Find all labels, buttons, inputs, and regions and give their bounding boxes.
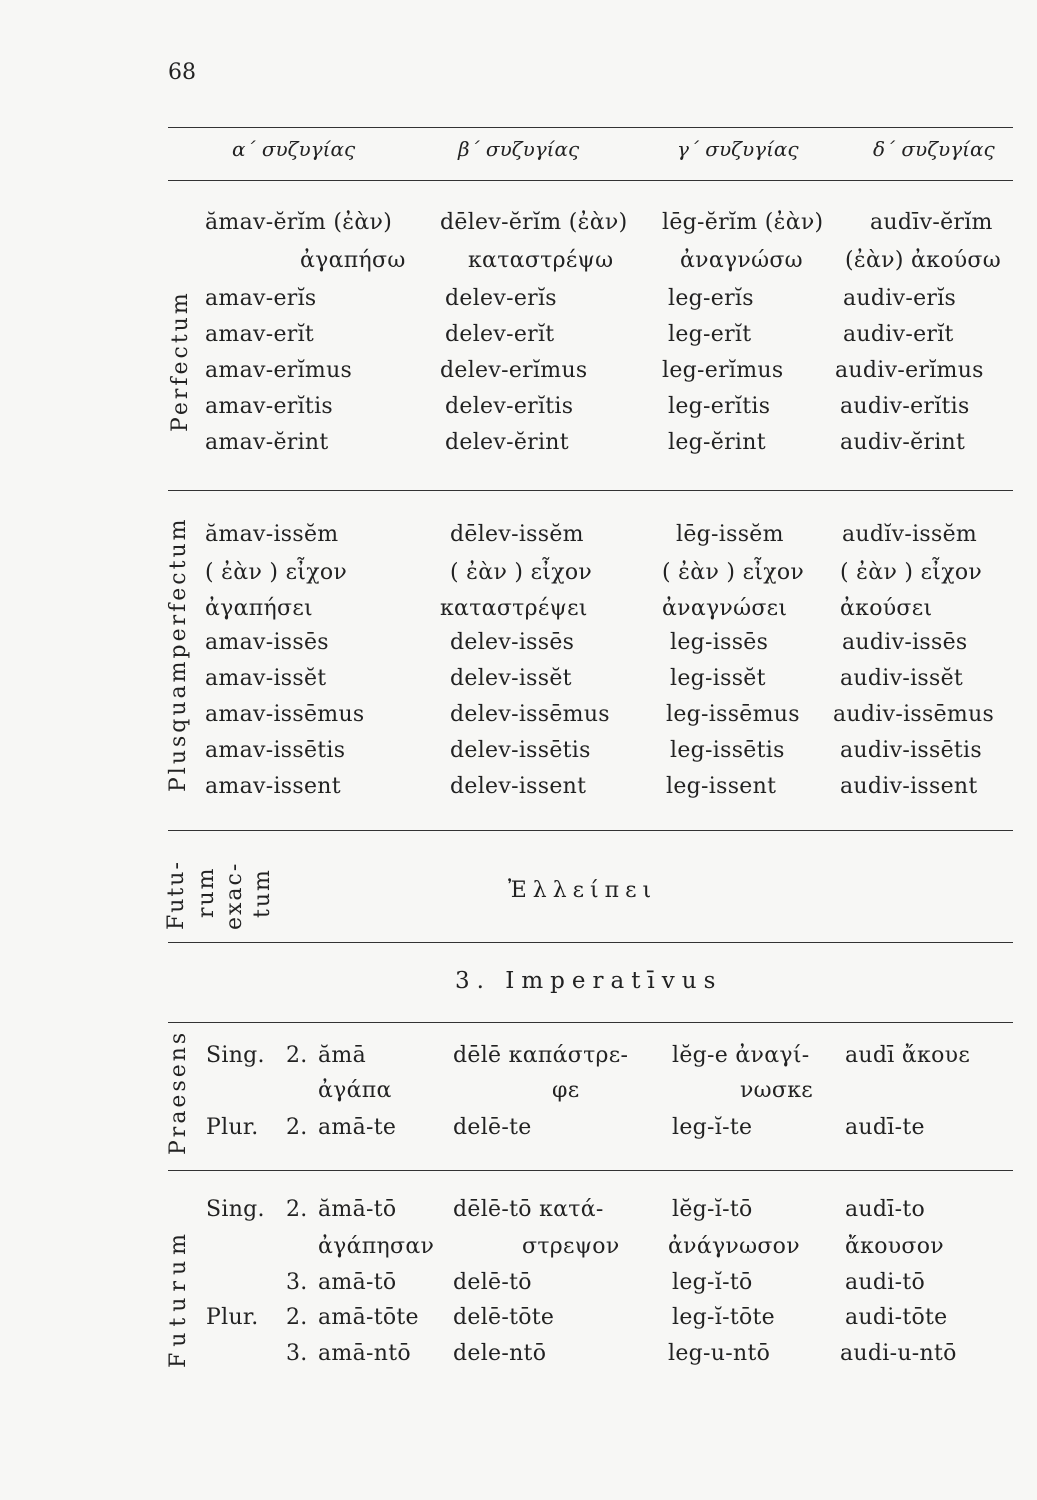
perfectum-cell: audiv-erĭmus [835,358,984,383]
plusquam-cell: ἀκούσει [840,596,933,621]
perfectum-cell: delev-ĕrint [445,430,569,455]
futurum-sing-label: Sing. [206,1197,265,1222]
futurum-label: Futurum [166,1228,191,1368]
page-number: 68 [168,60,196,85]
praesens-cell: ἀγάπα [318,1078,392,1103]
praesens-cell: delē-te [453,1115,532,1140]
plusquam-cell: delev-issēs [450,630,575,655]
futurum-exactum-label-4: tum [250,868,275,918]
futurum-cell: dele-ntō [453,1341,547,1366]
praesens-plur-num: 2. [286,1115,308,1140]
perfectum-cell: amav-erĭtis [205,394,333,419]
futurum-exactum-label-1: Futu- [164,860,189,930]
praesens-plur-label: Plur. [206,1115,259,1140]
futurum-cell: audi-u-ntō [840,1341,957,1366]
perfectum-cell: audīv-ĕrĭm [870,210,993,235]
rule-header-bottom [168,180,1013,181]
futurum-cell: ἀνάγνωσον [668,1234,800,1259]
plusquam-cell: dēlev-issĕm [450,522,584,547]
perfectum-cell: (ἐὰν) ἀκούσω [845,248,1001,273]
plusquam-cell: ămav-issĕm [205,522,339,547]
futurum-num: 3. [286,1341,308,1366]
col-header-2: β΄ συζυγίας [458,137,580,161]
plusquam-cell: lēg-issĕm [676,522,784,547]
futurum-cell: στρεψον [522,1234,620,1259]
ellipsis-text: Ἐλλείπει [508,878,658,903]
futurum-num: 2. [286,1305,308,1330]
col-header-4: δ΄ συζυγίας [873,137,995,161]
perfectum-cell: amav-erĭt [205,322,315,347]
futurum-cell: audi-tō [845,1270,926,1295]
perfectum-cell: ămav-ĕrĭm (ἐὰν) [205,210,393,235]
plusquam-cell: amav-issĕt [205,666,327,691]
rule-perfectum-bottom [168,490,1013,491]
futurum-cell: dēlē-tō κατά- [453,1197,604,1222]
plusquam-cell: delev-issĕt [450,666,572,691]
praesens-cell: audī-te [845,1115,925,1140]
plusquam-cell: καταστρέψει [440,596,588,621]
perfectum-cell: leg-erĭmus [662,358,784,383]
plusquam-cell: delev-issētis [450,738,591,763]
futurum-cell: leg-u-ntō [668,1341,771,1366]
futurum-cell: leg-ĭ-tōte [672,1305,775,1330]
plusquam-cell: ( ἐὰν ) εἶχον [662,560,805,585]
futurum-cell: delē-tō [453,1270,532,1295]
perfectum-cell: audiv-erĭtis [840,394,970,419]
rule-top [168,127,1013,128]
plusquam-cell: audiv-issĕt [840,666,964,691]
plusquam-cell: audiv-issētis [840,738,982,763]
praesens-cell: νωσκε [740,1078,813,1103]
praesens-sing-num: 2. [286,1043,308,1068]
perfectum-cell: lēg-ĕrĭm (ἐὰν) [662,210,824,235]
praesens-cell: leg-ĭ-te [672,1115,753,1140]
futurum-cell: ămā-tō [318,1197,397,1222]
plusquam-cell: audiv-issēmus [833,702,995,727]
plusquam-cell: ἀγαπήσει [205,596,313,621]
futurum-plur-label: Plur. [206,1305,259,1330]
plusquam-cell: leg-issĕt [670,666,766,691]
praesens-cell: dēlē καπάστρε- [453,1043,629,1068]
plusquam-cell: delev-issent [450,774,587,799]
perfectum-cell: καταστρέψω [468,248,614,273]
plusquam-cell: leg-issētis [670,738,785,763]
futurum-num: 2. [286,1197,308,1222]
futurum-cell: audi-tōte [845,1305,948,1330]
futurum-cell: ἄκουσον [845,1234,944,1259]
perfectum-cell: ἀναγνώσω [680,248,803,273]
plusquam-cell: ( ἐὰν ) εἶχον [450,560,593,585]
perfectum-cell: delev-erĭmus [440,358,588,383]
perfectum-cell: amav-erĭmus [205,358,353,383]
plusquam-cell: delev-issēmus [450,702,610,727]
rule-imperativus-bottom [168,1022,1013,1023]
plusquam-cell: leg-issēmus [666,702,800,727]
futurum-exactum-label-2: rum [194,866,219,918]
plusquam-cell: amav-issēs [205,630,329,655]
futurum-cell: ἀγάπησαν [318,1234,435,1259]
perfectum-cell: delev-erĭs [445,286,557,311]
plusquam-cell: amav-issētis [205,738,346,763]
futurum-cell: lĕg-ĭ-tō [672,1197,753,1222]
praesens-sing-label: Sing. [206,1043,265,1068]
perfectum-cell: audiv-ĕrint [840,430,966,455]
perfectum-cell: leg-erĭt [668,322,752,347]
plusquam-cell: leg-issent [666,774,777,799]
rule-futurum-exactum-bottom [168,942,1013,943]
praesens-cell: amā-te [318,1115,397,1140]
futurum-cell: audī-to [845,1197,926,1222]
praesens-cell: φε [552,1078,580,1103]
col-header-3: γ΄ συζυγίας [677,137,799,161]
praesens-cell: ămā [318,1043,366,1068]
futurum-num: 3. [286,1270,308,1295]
perfectum-cell: dēlev-ĕrĭm (ἐὰν) [440,210,628,235]
plusquam-cell: ἀναγνώσει [662,596,788,621]
futurum-cell: amā-ntō [318,1341,411,1366]
imperativus-title: 3. Imperatīvus [455,968,723,994]
plusquamperfectum-label: Plusquamperfectum [166,516,191,792]
futurum-cell: leg-ĭ-tō [672,1270,753,1295]
perfectum-cell: delev-erĭtis [445,394,574,419]
praesens-label: Praesens [166,1029,191,1155]
plusquam-cell: amav-issēmus [205,702,365,727]
plusquam-cell: audiv-issēs [842,630,968,655]
perfectum-cell: leg-ĕrint [668,430,766,455]
futurum-cell: amā-tō [318,1270,397,1295]
plusquam-cell: audiv-issent [840,774,978,799]
plusquam-cell: leg-issēs [670,630,769,655]
futurum-cell: delē-tōte [453,1305,555,1330]
col-header-1: α΄ συζυγίας [232,137,356,161]
plusquam-cell: amav-issent [205,774,341,799]
perfectum-cell: audiv-erĭs [843,286,957,311]
praesens-cell: lĕg-e ἀναγί- [672,1043,810,1068]
rule-plusquam-bottom [168,830,1013,831]
praesens-cell: audī ἄκουε [845,1043,971,1068]
rule-praesens-bottom [168,1170,1013,1171]
perfectum-cell: ἀγαπήσω [300,248,406,273]
perfectum-cell: amav-ĕrint [205,430,329,455]
plusquam-cell: ( ἐὰν ) εἶχον [840,560,983,585]
perfectum-cell: audiv-erĭt [843,322,954,347]
perfectum-cell: leg-erĭtis [668,394,771,419]
plusquam-cell: ( ἐὰν ) εἶχον [205,560,348,585]
futurum-exactum-label-3: exac- [222,861,247,930]
perfectum-label: Perfectum [168,290,193,432]
perfectum-cell: amav-erĭs [205,286,317,311]
perfectum-cell: delev-erĭt [445,322,555,347]
perfectum-cell: leg-erĭs [668,286,754,311]
futurum-cell: amā-tōte [318,1305,419,1330]
plusquam-cell: audĭv-issĕm [842,522,978,547]
